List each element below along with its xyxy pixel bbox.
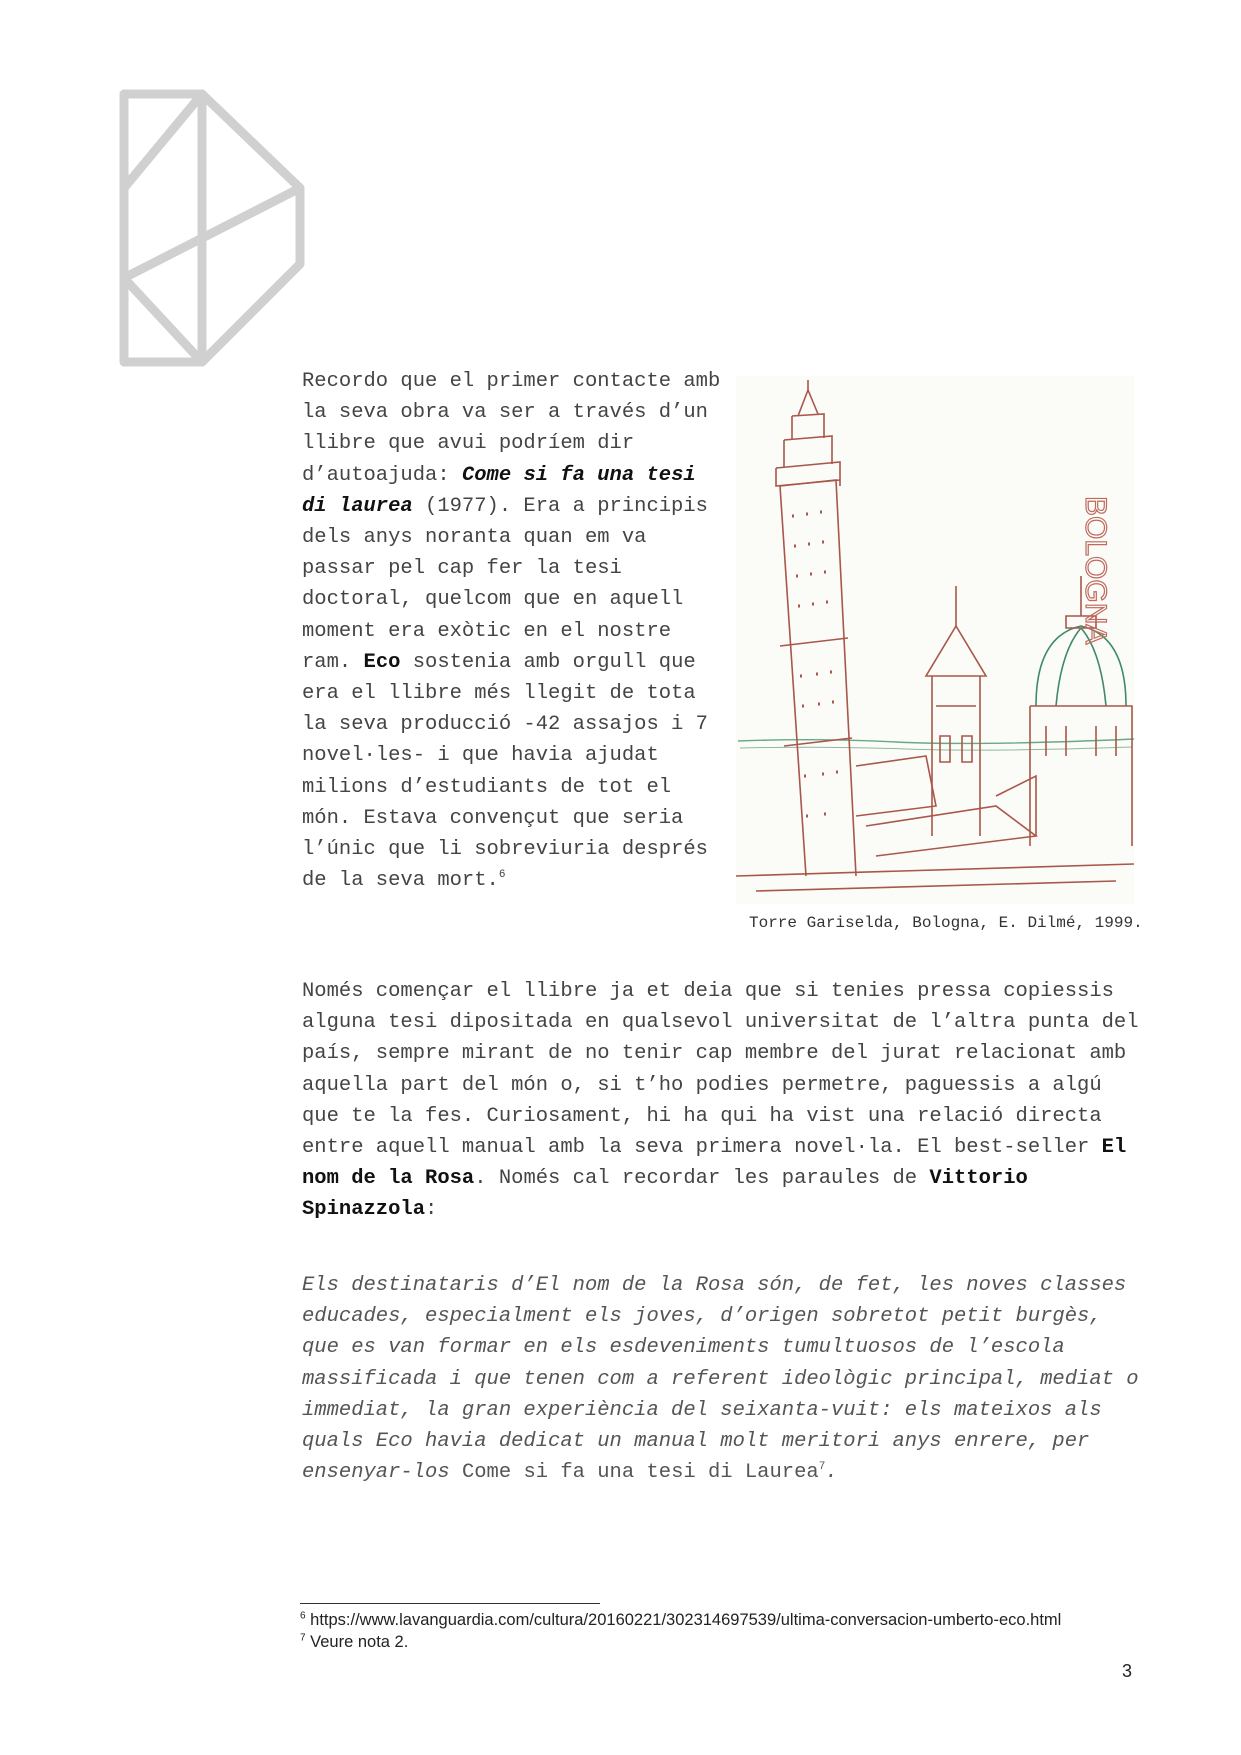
quote-book-title: Come si fa una tesi di Laurea [461, 1461, 819, 1485]
sketch-label: BOLOGNA [1079, 496, 1112, 645]
author-spinazzola: Vittorio Spinazzola [302, 1167, 1028, 1222]
footnote-7: $^7$ Veure nota 2. [300, 1632, 409, 1651]
page-number: 3 [1122, 1661, 1133, 1681]
footnote-ref-6: 6 [498, 869, 506, 882]
publisher-logo-icon [118, 88, 318, 370]
spinazzola-quote: Els destinataris d’El nom de la Rosa són, de fet, les noves classes educades, especialment els joves, d’origen sobretot petit burgès, que es van formar en els esdeveniments tumultuosos de l’escola massificada i que tenen com a referent ideològic principal, mediat o immediat, la gran experiència del seixanta-vuit: els mateixos als quals Eco havia dedicat un manual molt meritori anys enrere, per ensenyar-los Come si fa una tesi di Laurea$^7$. [302, 1274, 1139, 1485]
intro-paragraph: Recordo que el primer contacte amb la seva obra va ser a través d’un llibre que avui podríem dir d’autoajuda: Come si fa una tesi di laurea (1977). Era a principis dels anys noranta quan em va passar pel cap fer la tesi doctoral, quelcom que en aquell moment era exòtic en el nostre ram. Eco sostenia amb orgull que era el llibre més llegit de tota la seva producció -42 assajos i 7 novel·les- i que havia ajudat milions d’estudiants de tot el món. Estava convençut que seria l’únic que li sobreviuria després de la seva mort.$^6$ [302, 370, 721, 893]
footnote-ref-7: 7 [818, 1461, 826, 1474]
book-title-nom-de-la-rosa: El nom de la Rosa [302, 1136, 1127, 1191]
footnotes [300, 1609, 1140, 1653]
figure-caption: Torre Gariselda, Bologna, E. Dilmé, 1999. [749, 914, 1143, 932]
book-title-come-si-fa: Come si fa una tesi di laurea [302, 463, 696, 518]
author-eco: Eco [363, 650, 401, 674]
footnote-6: $^6$ https://www.lavanguardia.com/cultura/20160221/302314697539/ultima-conversacion-umberto-eco.html [300, 1610, 1062, 1629]
footnote-link[interactable]: https://www.lavanguardia.com/cultura/20160221/302314697539/ultima-conversacion-umberto-eco.html [310, 1611, 1062, 1629]
footnote-separator [300, 1603, 600, 1604]
body-paragraph: Només començar el llibre ja et deia que si tenies pressa copiessis alguna tesi dipositada en qualsevol universitat de l’altra punta del país, sempre mirant de no tenir cap membre del jurat relacionat amb aquella part del món o, si t’ho podies permetre, paguessis a algú que te la fes. Curiosament, hi ha qui ha vist una relació directa entre aquell manual amb la seva primera novel·la. El best-seller El nom de la Rosa. Només cal recordar les paraules de Vittorio Spinazzola: [302, 980, 1139, 1222]
bologna-tower-sketch [736, 376, 1134, 904]
